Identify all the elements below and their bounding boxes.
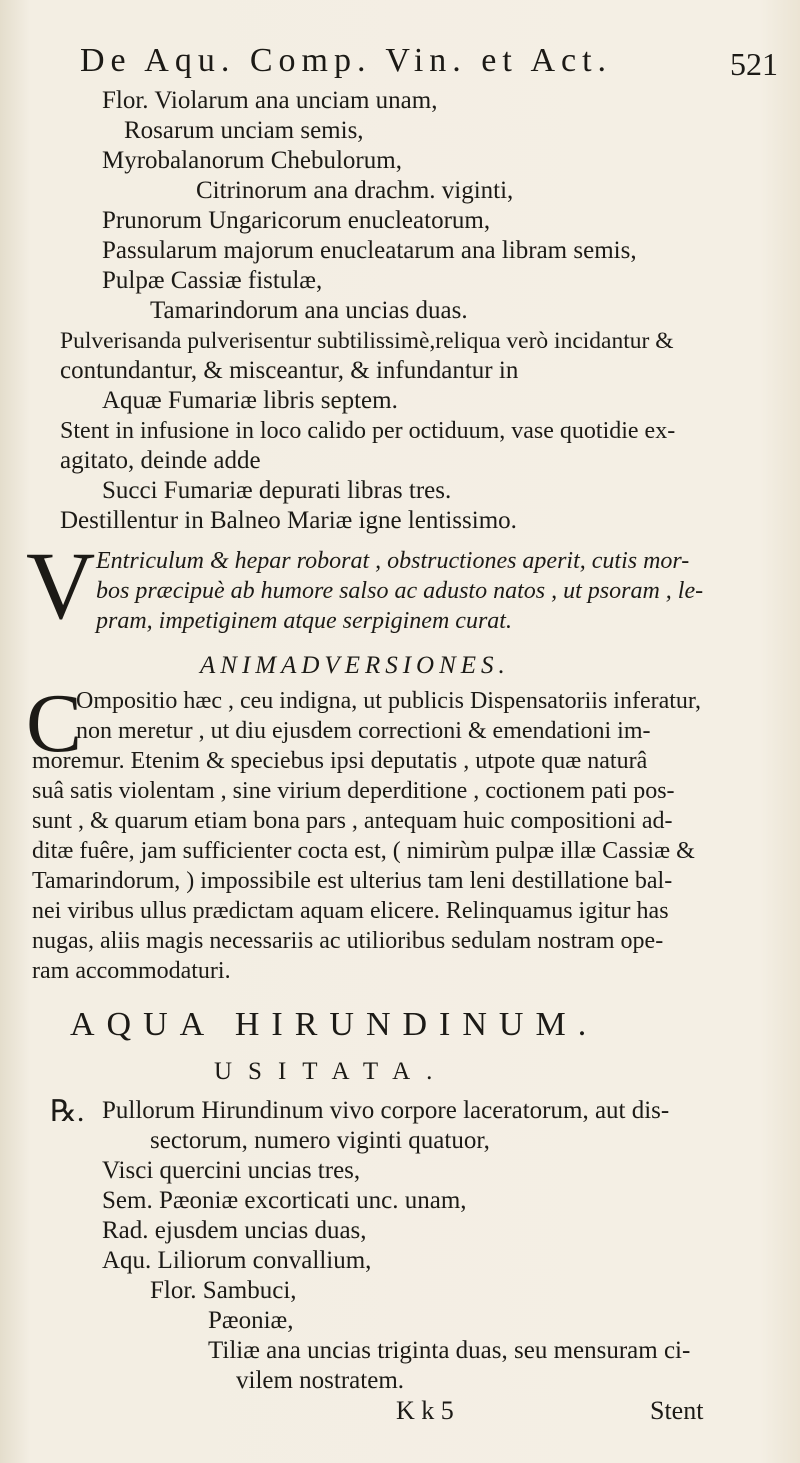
drop-cap-v: V xyxy=(26,532,96,639)
notes-line: ram accommodaturi. xyxy=(32,958,231,984)
notes-line: suâ satis violentam , sine virium deperditione , coctionem pati pos- xyxy=(32,778,675,804)
recipe-line: Pulpæ Cassiæ fistulæ, xyxy=(102,267,323,294)
virtues-line: Entriculum & hepar roborat , obstructiones aperit, cutis mor- xyxy=(96,548,690,574)
recipe-line: Aquæ Fumariæ libris septem. xyxy=(102,387,398,414)
notes-line: Ompositio hæc , ceu indigna, ut publicis Dispensatoriis inferatur, xyxy=(76,688,701,714)
aqua-line: vilem nostratem. xyxy=(236,1367,405,1394)
notes-line: sunt , & quarum etiam bona pars , antequam huic compositioni ad- xyxy=(32,808,673,834)
aqua-line: Sem. Pæoniæ excorticati unc. unam, xyxy=(102,1187,467,1214)
recipe-line: Passularum majorum enucleatarum ana libram semis, xyxy=(102,237,637,264)
recipe-line: Pulverisanda pulverisentur subtilissimè,reliqua verò incidantur & xyxy=(60,328,674,354)
page-number: 521 xyxy=(730,46,778,82)
recipe-line: Tamarindorum ana uncias duas. xyxy=(150,297,468,324)
recipe-line: Citrinorum ana drachm. viginti, xyxy=(196,177,514,204)
recipe-line: contundantur, & misceantur, & infundantur in xyxy=(60,357,519,384)
recipe-symbol: ℞. xyxy=(50,1095,85,1128)
virtues-line: pram, impetiginem atque serpiginem curat. xyxy=(96,608,512,634)
aqua-line: sectorum, numero viginti quatuor, xyxy=(150,1127,490,1154)
aqua-title: AQUA HIRUNDINUM. xyxy=(70,1006,599,1043)
aqua-line: Visci quercini uncias tres, xyxy=(102,1157,361,1184)
notes-line: Tamarindorum, ) impossibile est ulterius tam leni destillatione bal- xyxy=(32,868,673,894)
aqua-line: Pullorum Hirundinum vivo corpore laceratorum, aut dis- xyxy=(102,1097,670,1124)
aqua-line: Rad. ejusdem uncias duas, xyxy=(102,1217,367,1244)
recipe-line: Succi Fumariæ depurati libras tres. xyxy=(102,477,452,504)
virtues-line: bos præcipuè ab humore salso ac adusto natos , ut psoram , le- xyxy=(96,578,704,604)
aqua-line: Aqu. Liliorum convallium, xyxy=(102,1247,372,1274)
recipe-line: Stent in infusione in loco calido per octiduum, vase quotidie ex- xyxy=(60,418,676,444)
aqua-line: Flor. Sambuci, xyxy=(150,1277,297,1304)
recipe-line: Prunorum Ungaricorum enucleatorum, xyxy=(102,207,491,234)
aqua-subtitle: USITATA. xyxy=(214,1058,449,1085)
drop-cap-c: C xyxy=(26,677,83,770)
signature-mark: K k 5 xyxy=(396,1396,454,1425)
recipe-line: agitato, deinde adde xyxy=(60,447,261,474)
running-head: De Aqu. Comp. Vin. et Act. xyxy=(80,42,613,79)
recipe-line: Flor. Violarum ana unciam unam, xyxy=(102,87,438,114)
recipe-line: Myrobalanorum Chebulorum, xyxy=(102,147,402,174)
recipe-line: Destillentur in Balneo Mariæ igne lentissimo. xyxy=(60,507,517,534)
notes-line: moremur. Etenim & speciebus ipsi deputatis , utpote quæ naturâ xyxy=(32,748,648,774)
notes-line: ditæ fuêre, jam sufficienter cocta est, ( nimirùm pulpæ illæ Cassiæ & xyxy=(32,838,695,864)
notes-line: nugas, aliis magis necessariis ac utilioribus sedulam nostram ope- xyxy=(32,928,664,954)
notes-line: non meretur , ut diu ejusdem correctioni & emendationi im- xyxy=(76,718,651,744)
aqua-line: Pæoniæ, xyxy=(208,1307,294,1334)
section-heading: ANIMADVERSIONES. xyxy=(200,652,510,679)
catchword: Stent xyxy=(650,1396,704,1425)
aqua-line: Tiliæ ana uncias triginta duas, seu mensuram ci- xyxy=(208,1337,691,1364)
notes-line: nei viribus ullus prædictam aquam elicere. Relinquamus igitur has xyxy=(32,898,669,924)
recipe-line: Rosarum unciam semis, xyxy=(124,117,364,144)
